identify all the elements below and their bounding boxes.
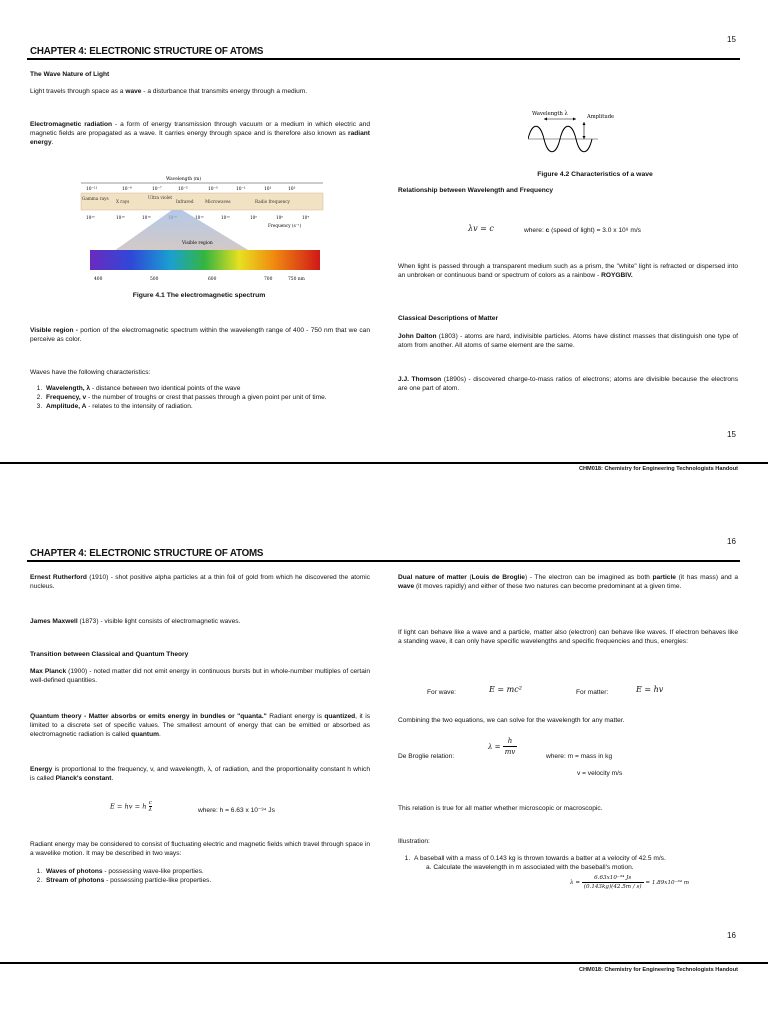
photon-list [30, 867, 384, 885]
de-broglie-formula: λ = $\frac{h}{mv}$ [488, 737, 516, 756]
em-radiation-paragraph: Electromagnetic radiation - a form of energy transmission through vacuum or a medium in which electric and magnetic fields are propagated as a wave. It carries energy through space and is therefore also known as radiant energy. [30, 121, 370, 146]
figure-1-caption: Figure 4.1 The electromagnetic spectrum [132, 292, 266, 299]
maxwell-paragraph: James Maxwell (1873) - visible light consists of electromagnetic waves. [30, 618, 241, 625]
band-microwaves: Microwaves [205, 199, 231, 204]
chapter-title-2: CHAPTER 4: ELECTRONIC STRUCTURE OF ATOMS [30, 547, 264, 559]
rutherford-paragraph: Ernest Rutherford (1910) - shot positive alpha particles at a thin foil of gold from which he discovered the atomic nucleus. [30, 574, 370, 590]
illustration-list [398, 854, 752, 863]
svg-text:500: 500 [150, 277, 159, 282]
svg-text:10⁻⁷: 10⁻⁷ [152, 187, 162, 192]
band-gamma: Gamma rays [82, 196, 109, 201]
svg-text:750 nm: 750 nm [288, 277, 305, 282]
list-item: 1. A baseball with a mass of 0.143 kg is thrown towards a batter at a velocity of 42.5 m/s. [412, 854, 752, 863]
svg-text:10¹⁰: 10¹⁰ [221, 215, 230, 220]
spectrum-wavelength-label: Wavelength (m) [166, 177, 202, 182]
list-item: 1. Waves of photons - possessing wave-like properties. [44, 867, 384, 876]
calculation-formula: λ = $\frac{\text{6.63x10⁻³⁴ Js}}{(0.143kg)(42.5m / s)}$ = 1.89x10⁻³⁴ m [570, 875, 690, 890]
relation-text: This relation is true for all matter whether microscopic or macroscopic. [398, 805, 603, 812]
page-number-bottom: 15 [727, 430, 736, 439]
svg-text:700: 700 [264, 277, 273, 282]
footer-text: CHM018: Chemistry for Engineering Technologists Handout [578, 466, 738, 472]
band-radio: Radio frequency [255, 199, 290, 204]
relationship-title: Relationship between Wavelength and Frequency [398, 187, 554, 194]
svg-text:10⁶: 10⁶ [276, 215, 284, 220]
frequency-label: Frequency (s⁻¹) [268, 223, 302, 228]
speed-of-light-note: where: c (speed of light) = 3.0 x 10⁸ m/s [524, 227, 641, 234]
svg-text:10³: 10³ [288, 187, 296, 192]
svg-text:10¹: 10¹ [264, 187, 272, 192]
svg-text:400: 400 [94, 277, 103, 282]
svg-text:600: 600 [208, 277, 217, 282]
dual-nature-paragraph: Dual nature of matter (Louis de Broglie) - The electron can be imagined as both particle (it has mass) and a wave (it moves rapidly) and either of these two natures can become predominant at a given time. [398, 574, 739, 590]
svg-text:10⁻¹: 10⁻¹ [236, 187, 246, 192]
electromagnetic-spectrum-figure [78, 172, 328, 287]
svg-text:10²⁰: 10²⁰ [86, 215, 95, 220]
figure-2-caption: Figure 4.2 Characteristics of a wave [537, 171, 653, 178]
for-matter-formula: E = hv [636, 685, 664, 694]
page-number-bottom-2: 16 [727, 931, 736, 940]
wave-wavelength-label: Wavelength λ [532, 111, 568, 117]
formula-wave-relation: λv = c [468, 224, 494, 233]
velocity-note: v = velocity m/s [577, 770, 623, 777]
energy-paragraph: Energy is proportional to the frequency, v, and wavelength, λ, of radiation, and the proportionality constant h which is called Planck's constant. [30, 766, 370, 782]
if-light-paragraph: If light can behave like a wave and a particle, matter also (electron) can behave like waves. If electron behaves like a standing wave, it can only have specific wavelengths and specific frequencies and thus, energies: [398, 629, 738, 645]
svg-text:10⁸: 10⁸ [250, 215, 258, 220]
section-title: The Wave Nature of Light [30, 71, 110, 78]
list-item: 2. Stream of photons - possessing particle-like properties. [44, 876, 384, 885]
svg-text:10⁻⁵: 10⁻⁵ [178, 187, 188, 192]
band-infrared: Infrared [176, 199, 194, 204]
footer-text-2: CHM018: Chemistry for Engineering Technologists Handout [578, 967, 738, 973]
transition-title: Transition between Classical and Quantum Theory [30, 651, 189, 658]
page-number-top-2: 16 [727, 537, 736, 546]
combining-text: Combining the two equations, we can solve for the wavelength for any matter. [398, 717, 625, 724]
prism-paragraph: When light is passed through a transparent medium such as a prism, the "white" light is refracted or dispersed into an unbroken or continuous band or spectrum of colors as a rainbow - ROYGBIV. [398, 263, 738, 279]
footer-rule [0, 462, 768, 464]
illustration-label: Illustration: [398, 838, 430, 845]
thomson-paragraph: J.J. Thomson (1890s) - discovered charge-to-mass ratios of electrons; atoms are divisible because the electrons are one part of atom. [398, 376, 739, 392]
list-item: 2. Frequency, v - the number of troughs or crest that passes through a given point per unit of time. [44, 393, 384, 402]
page-number-top: 15 [727, 35, 736, 44]
svg-text:10⁴: 10⁴ [302, 215, 310, 220]
mass-note: where: m = mass in kg [546, 753, 613, 760]
svg-text:10¹⁸: 10¹⁸ [116, 215, 125, 220]
wave-amplitude-label: Amplitude [587, 114, 615, 120]
planck-paragraph: Max Planck (1900) - noted matter did not emit energy in continuous bursts but in whole-number multiples of certain well-defined quantities. [30, 668, 370, 684]
footer-rule-2 [0, 962, 768, 964]
svg-text:10⁻³: 10⁻³ [208, 187, 218, 192]
header-rule [27, 58, 740, 60]
header-rule-2 [27, 560, 740, 562]
wave-characteristics-list [30, 384, 384, 411]
radiant-energy-paragraph: Radiant energy may be considered to consist of fluctuating electric and magnetic fields which travel through space in a wavelike motion. It may be described in two ways: [30, 841, 370, 857]
classical-title: Classical Descriptions of Matter [398, 315, 499, 322]
intro-paragraph: Light travels through space as a wave - a disturbance that transmits energy through a medium. [30, 88, 308, 95]
de-broglie-label: De Broglie relation: [398, 753, 455, 760]
sub-problem-a: a. Calculate the wavelength in m associated with the baseball's motion. [426, 864, 634, 871]
waves-intro: Waves have the following characteristics: [30, 369, 151, 376]
band-xray: X rays [116, 199, 130, 204]
band-uv: Ultra violet [148, 195, 173, 200]
for-wave-label: For wave: [427, 689, 456, 696]
for-matter-label: For matter: [576, 689, 609, 696]
dalton-paragraph: John Dalton (1803) - atoms are hard, indivisible particles. Atoms have distinct masses that distinguish one type of atom from another. All atoms of same element are the same. [398, 333, 738, 349]
list-item: 3. Amplitude, A - relates to the intensity of radiation. [44, 402, 384, 411]
visible-region-label: Visible region [182, 241, 213, 246]
svg-text:10⁻⁹: 10⁻⁹ [122, 187, 132, 192]
for-wave-formula: E = mc² [489, 685, 522, 694]
svg-text:10¹²: 10¹² [195, 215, 204, 220]
planck-constant-note: where: h = 6.63 x 10⁻³⁴ Js [198, 807, 275, 814]
wave-characteristics-figure [528, 106, 658, 164]
formula-energy: E = hv = h $\frac{c}{\lambda}$ [110, 800, 152, 813]
svg-text:10⁻¹¹: 10⁻¹¹ [86, 187, 98, 192]
list-item: 1. Wavelength, λ - distance between two identical points of the wave [44, 384, 384, 393]
visible-region-paragraph: Visible region - portion of the electromagnetic spectrum within the wavelength range of 400 - 750 nm that we can perceive as color. [30, 327, 370, 343]
svg-text:10¹⁶: 10¹⁶ [142, 215, 151, 220]
chapter-title: CHAPTER 4: ELECTRONIC STRUCTURE OF ATOMS [30, 45, 264, 57]
quantum-theory-paragraph: Quantum theory - Matter absorbs or emits energy in bundles or "quanta." Radiant energy is quantized, it is limited to a discrete set of specific values. The smallest amount of energy that can be emitted or absorbed as electromagnetic radiation is called quantum. [30, 713, 370, 738]
